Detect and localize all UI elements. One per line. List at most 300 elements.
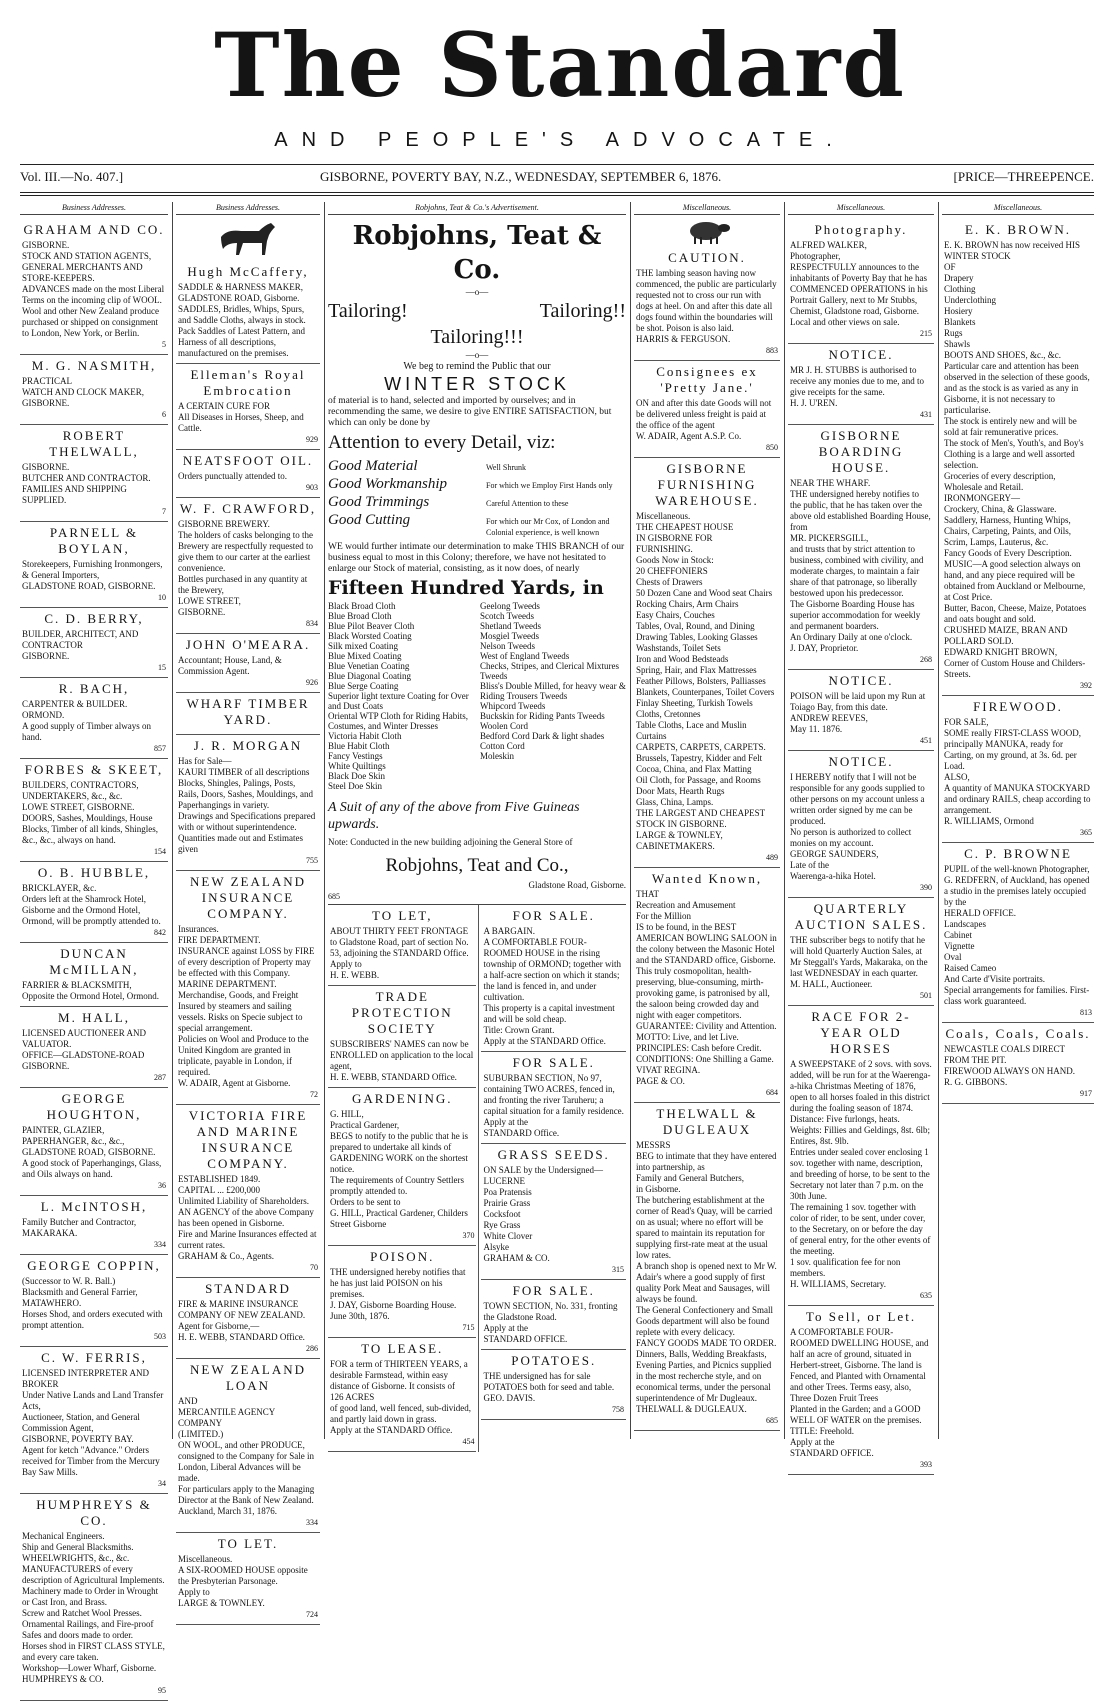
ad-text-line: This property is a capital investment and will be sold cheap. bbox=[483, 1003, 615, 1024]
advertisement bbox=[634, 868, 780, 1103]
ad-number: 903 bbox=[306, 483, 318, 492]
ad-text-line: Finlay Sheeting, Turkish Towels bbox=[636, 698, 753, 708]
ad-text-line: J. DAY, Gisborne Boarding House. bbox=[330, 1300, 457, 1310]
advertisement bbox=[481, 1350, 626, 1420]
ad-text-line: G. HILL, Practical Gardener, Childers Street Gisborne bbox=[330, 1208, 468, 1229]
ad-number: 393 bbox=[920, 1460, 932, 1469]
ad-text-line: A BARGAIN. bbox=[483, 926, 535, 936]
ad-text-line: M. HALL, Auctioneer. bbox=[790, 979, 873, 989]
advertisement bbox=[20, 1494, 168, 1701]
ad-heading: FIREWOOD. bbox=[973, 699, 1063, 714]
ad-text-line: SOME really FIRST-CLASS WOOD, principally MANUKA, ready for Carting, on my ground, at 3s. 6d. per Load. bbox=[944, 728, 1082, 771]
ad-text-line: For particulars apply to the Managing Director at the Bank of New Zealand. bbox=[178, 1484, 315, 1505]
ad-number: 917 bbox=[1080, 1089, 1092, 1098]
ad-text-line: GISBORNE, POVERTY BAY. bbox=[22, 1434, 134, 1444]
column-divider bbox=[938, 202, 939, 1439]
ad-text-line: Drawing Tables, Looking Glasses bbox=[636, 632, 758, 642]
column-6 bbox=[942, 202, 1094, 1439]
ad-text-line: STANDARD OFFICE. bbox=[483, 1334, 568, 1344]
ad-text-line: Bottles purchased in any quantity at the Brewery, bbox=[178, 574, 308, 595]
ad-number: 685 bbox=[328, 891, 626, 905]
ad-heading: NOTICE. bbox=[828, 347, 894, 362]
ad-text-line: Particular care and attention has been observed in the selection of these goods, and as the stock is as varied as any in Gisborne, it is not necessary to particularise. bbox=[944, 361, 1090, 415]
list-item: Black Doe Skin bbox=[328, 771, 385, 781]
ad-text-line: Family Butcher and Contractor, bbox=[22, 1217, 137, 1227]
ad-text-line: GISBORNE. bbox=[22, 651, 70, 661]
ad-text-line: Under Native Lands and Land Transfer Acts, bbox=[22, 1390, 164, 1411]
ad-text-line: Tables, Oval, Round, and Dining bbox=[636, 621, 755, 631]
ad-text-line: ANDREW REEVES, bbox=[790, 713, 868, 723]
ad-text-line: Horses Shod, and orders executed with prompt attention. bbox=[22, 1309, 163, 1330]
ad-heading: TRADE PROTECTION SOCIETY bbox=[351, 989, 453, 1036]
place-date: GISBORNE, POVERTY BAY, N.Z., WEDNESDAY, SEPTEMBER 6, 1876. bbox=[320, 169, 722, 184]
list-item: Blue Broad Cloth bbox=[328, 611, 392, 621]
ad-heading: W. F. CRAWFORD, bbox=[179, 501, 317, 516]
ad-text-line: Ship and General Blacksmiths. bbox=[22, 1542, 134, 1552]
ad-text-line: Door Mats, Hearth Rugs bbox=[636, 786, 725, 796]
ad-text-line: Merchandise, Goods, and Freight Insured by steamers and sailing vessels. Risks on Specie subject to special arrangement. bbox=[178, 990, 303, 1033]
ad-text-line: G. HILL, bbox=[330, 1109, 364, 1119]
ad-heading: R. BACH, bbox=[58, 681, 130, 696]
advertisement bbox=[20, 759, 168, 862]
ad-text-line: The stock of Men's, Youth's, and Boy's Clothing is a large and well assorted selection. bbox=[944, 438, 1084, 470]
list-item: Bliss's Double Milled, for heavy wear & Riding Trousers Tweeds bbox=[480, 681, 626, 701]
sheep-icon bbox=[682, 219, 732, 245]
advertisement bbox=[788, 898, 934, 1006]
ad-heading: DUNCAN McMILLAN, bbox=[49, 946, 139, 977]
ad-text-line: Ornamental Railings, and Fire-proof Safes and doors made to order. bbox=[22, 1619, 154, 1640]
ad-text-line: PUPIL of the well-known Photographer, G. REDFERN, of Auckland, has opened a studio in the premises lately occupied by the bbox=[944, 864, 1090, 907]
ad-text-line: Miscellaneous. bbox=[178, 1554, 233, 1564]
ad-text-line: Auctioneer, Station, and General Commission Agent, bbox=[22, 1412, 140, 1433]
ad-text-line: Shawls bbox=[944, 339, 971, 349]
ad-text-line: This truly cosmopolitan, health-preserving, blue-consuming, mirth-provoking game, is patronised by all, the saloon being crowded day and night with eager competitors. bbox=[636, 966, 770, 1020]
advertisement bbox=[788, 751, 934, 898]
ad-text-line: GISBORNE. bbox=[22, 398, 70, 408]
ad-text-line: Spring, Hair, and Flax Mattresses bbox=[636, 665, 757, 675]
ad-text-line: Table Cloths, Lace and Muslin Curtains bbox=[636, 720, 747, 741]
ad-heading: M. G. NASMITH, bbox=[31, 358, 157, 373]
ad-number: 5 bbox=[162, 340, 166, 349]
ad-text-line: Underclothing bbox=[944, 295, 996, 305]
ad-text-line: WHEELWRIGHTS, &c., &c. bbox=[22, 1553, 130, 1563]
ad-text-line: J. DAY, Proprietor. bbox=[790, 643, 859, 653]
advertisement bbox=[481, 1144, 626, 1280]
ad-text-line: Apply at the bbox=[790, 1437, 835, 1447]
ad-text-line: Has for Sale— bbox=[178, 756, 232, 766]
ad-text-line: FIRE & MARINE INSURANCE COMPANY OF NEW ZEALAND. bbox=[178, 1299, 306, 1320]
ad-text-line: Raised Cameo bbox=[944, 963, 997, 973]
ad-text-line: A COMFORTABLE FOUR-ROOMED DWELLING HOUSE, and half an acre of ground, situated in Herbert-street, Gisborne. The land is Fenced, and Planted with Ornamental and other Trees. Terms easy, also, bbox=[790, 1327, 929, 1392]
ad-heading: PARNELL & BOYLAN, bbox=[49, 525, 139, 556]
ad-text-line: Fancy Goods of Every Description. bbox=[944, 548, 1072, 558]
ad-text-line: Insurances. bbox=[178, 924, 219, 934]
ad-text-line: The holders of casks belonging to the Brewery are respectfully requested to give them to our carter at the earliest convenience. bbox=[178, 530, 313, 573]
ad-number: 489 bbox=[766, 853, 778, 862]
ad-text-line: BUILDERS, CONTRACTORS, UNDERTAKERS, &c., &c. bbox=[22, 780, 139, 801]
ad-text-line: Cocksfoot bbox=[483, 1209, 521, 1219]
ad-text-line: I HEREBY notify that I will not be responsible for any goods supplied to other persons on my account unless a written order signed by me can be produced. bbox=[790, 772, 925, 826]
ad-text-line: A SWEEPSTAKE of 2 sovs. with sovs. added, will be run for at the Waerenga-a-hika Christmas Meeting of 1876, open to all horses foaled in this district during the foaling season of 1874. bbox=[790, 1059, 932, 1113]
ad-text-line: BUILDER, ARCHITECT, AND CONTRACTOR bbox=[22, 629, 139, 650]
advertisement bbox=[328, 905, 476, 986]
ad-heading: GEORGE COPPIN, bbox=[27, 1258, 161, 1273]
ad-number: 501 bbox=[920, 991, 932, 1000]
ad-text-line: H. E. WEBB, STANDARD Office. bbox=[330, 1072, 457, 1082]
list-item: Whipcord Tweeds bbox=[480, 701, 546, 711]
ad-text-line: Three Dozen Fruit Trees bbox=[790, 1393, 879, 1403]
advertisement bbox=[788, 219, 934, 344]
stock-text: of material is to hand, selected and imported by ourselves; and in recommending the same, we desire to give ENTIRE SATISFACTION, but which can only be done by bbox=[328, 396, 612, 428]
ad-text-line: Unlimited Liability of Shareholders. bbox=[178, 1196, 309, 1206]
column-divider bbox=[172, 202, 173, 1439]
ad-list bbox=[942, 219, 1094, 1104]
ad-text-line: Oil Cloth, for Passage, and Rooms bbox=[636, 775, 761, 785]
ad-text-line: The butchering establishment at the corner of Read's Quay, will be carried on as usual; where no effort will be spared to maintain its reputation for supplying first-rate meat at the usual low rates. bbox=[636, 1195, 773, 1260]
ad-text-line: GLADSTONE ROAD, GISBORNE. bbox=[22, 581, 156, 591]
ad-text-line: SADDLE & HARNESS MAKER, bbox=[178, 282, 304, 292]
ad-text-line: THE subscriber begs to notify that he will hold Quarterly Auction Sales, at Mr Steggall's Yards, Makaraka, on the last WEDNESDAY in each quarter. bbox=[790, 935, 928, 978]
ad-list bbox=[479, 905, 626, 1452]
advertisement bbox=[788, 1306, 934, 1475]
ad-text-line: A SIX-ROOMED HOUSE opposite the Presbyterian Parsonage. bbox=[178, 1565, 308, 1586]
ad-number: 70 bbox=[310, 1263, 318, 1272]
ad-heading: POISON. bbox=[370, 1249, 435, 1264]
ad-text-line: Vignette bbox=[944, 941, 975, 951]
ad-text-line: Special arrangements for families. First-class work guaranteed. bbox=[944, 985, 1090, 1006]
list-item: Victoria Habit Cloth bbox=[328, 731, 402, 741]
advertisement bbox=[942, 219, 1094, 696]
ad-text-line: Chests of Drawers bbox=[636, 577, 703, 587]
horse-icon bbox=[213, 219, 283, 259]
ad-number: 392 bbox=[1080, 681, 1092, 690]
ad-text-line: A COMFORTABLE FOUR-ROOMED HOUSE in the rising township of ORMOND; together with a half-acre section on which it stands; the land is fenced in, and under cultivation. bbox=[483, 937, 621, 1002]
ad-text-line: Opposite the Ormond Hotel, Ormond. bbox=[22, 991, 159, 1001]
advertisement bbox=[20, 1088, 168, 1196]
ad-heading: GISBORNE FURNISHING WAREHOUSE. bbox=[655, 461, 759, 508]
ad-number: 842 bbox=[154, 928, 166, 937]
ad-text-line: Alsyke bbox=[483, 1242, 509, 1252]
ad-text-line: GEORGE SAUNDERS, bbox=[790, 849, 879, 859]
ad-text-line: Family and General Butchers, bbox=[636, 1173, 744, 1183]
ad-heading: L. McINTOSH, bbox=[40, 1199, 148, 1214]
good-detail: Well Shrunk bbox=[486, 463, 527, 472]
ad-number: 857 bbox=[154, 744, 166, 753]
ad-heading: TO LEASE. bbox=[361, 1341, 444, 1356]
ad-heading: Consignees ex 'Pretty Jane.' bbox=[656, 364, 758, 395]
good-label: Good Trimmings bbox=[328, 494, 430, 510]
ad-text-line: Apply at the bbox=[483, 1323, 528, 1333]
attention-heading: Attention to every Detail, viz: bbox=[328, 432, 556, 453]
remind-text: We beg to remind the Public that our bbox=[403, 361, 551, 372]
ad-text-line: POISON will be laid upon my Run at Toiago Bay, from this date. bbox=[790, 691, 926, 712]
robjohns-title: Robjohns, Teat & Co. bbox=[352, 221, 602, 285]
ad-heading: GISBORNE BOARDING HOUSE. bbox=[818, 428, 904, 475]
good-row bbox=[328, 493, 626, 511]
ad-text-line: MUSIC—A good selection always on hand, and any piece required will be obtained from Auckland or Melbourne, at Cost Price. bbox=[944, 559, 1086, 602]
list-item: Steel Doe Skin bbox=[328, 781, 382, 791]
ad-text-line: 50 Dozen Cane and Wood seat Chairs bbox=[636, 588, 773, 598]
ad-text-line: The remaining 1 sov. together with color of rider, to be sent, under cover, to the Secretary, on or before the day of general entry, for the other events of the meeting. bbox=[790, 1202, 931, 1256]
firm-name: Robjohns, Teat and Co., bbox=[385, 855, 569, 876]
ad-text-line: FIRE DEPARTMENT. bbox=[178, 935, 261, 945]
ad-text-line: Agent for Gisborne,— bbox=[178, 1321, 260, 1331]
ad-text-line: Feather Pillows, Bolsters, Palliasses bbox=[636, 676, 766, 686]
ad-text-line: Poa Pratensis bbox=[483, 1187, 532, 1197]
ad-text-line: Pack Saddles of Latest Pattern, and Harness of all descriptions, manufactured on the premises. bbox=[178, 326, 305, 358]
ad-number: 365 bbox=[1080, 828, 1092, 837]
ad-text-line: Apply at the STANDARD Office. bbox=[330, 1425, 453, 1435]
masthead-rule-top bbox=[20, 164, 1094, 165]
price: [PRICE—THREEPENCE. bbox=[953, 169, 1094, 184]
ad-heading: JOHN O'MEARA. bbox=[185, 637, 311, 652]
ad-text-line: ON and after this date Goods will not be delivered unless freight is paid at the office of the agent bbox=[636, 398, 772, 430]
ad-text-line: AN AGENCY of the above Company has been opened in Gisborne. bbox=[178, 1207, 314, 1228]
advertisement bbox=[20, 1255, 168, 1347]
list-item: Woolen Cord bbox=[480, 721, 529, 731]
advertisement bbox=[328, 1338, 476, 1452]
ad-text-line: THE lambing season having now commenced, the public are particularly requested not to cross our run with dogs at heel. On and after this date all dogs found within the boundaries will be shot. Poison is also laid. bbox=[636, 268, 777, 333]
ad-text-line: CONDITIONS: One Shilling a Game. bbox=[636, 1054, 774, 1064]
ad-number: 334 bbox=[306, 1518, 318, 1527]
ad-text-line: THAT bbox=[636, 889, 659, 899]
ad-text-line: LICENSED INTERPRETER AND BROKER bbox=[22, 1368, 149, 1389]
advertisement bbox=[328, 1088, 476, 1246]
ad-text-line: RESPECTFULLY announces to the inhabitants of Poverty Bay that he has COMMENCED OPERATIONS in his Portrait Gallery, next to Mr Stubbs, Chemist, Gladstone road, Gisborne. bbox=[790, 262, 928, 316]
ad-text-line: A good supply of Timber always on hand. bbox=[22, 721, 152, 742]
ad-number: 926 bbox=[306, 678, 318, 687]
firm-address: Gladstone Road, Gisborne. bbox=[528, 880, 626, 890]
ad-heading: C. D. BERRY, bbox=[44, 611, 144, 626]
ad-heading: ROBERT THELWALL, bbox=[49, 428, 139, 459]
advertisement bbox=[634, 247, 780, 361]
ad-heading: FORBES & SKEET, bbox=[24, 762, 164, 777]
ad-text-line: of good land, well fenced, sub-divided, and partly laid down in grass. bbox=[330, 1403, 471, 1424]
advertisement bbox=[328, 986, 476, 1088]
ad-text-line: THE undersigned hereby notifies to the public, that he has taken over the above old established Boarding House, from bbox=[790, 489, 931, 532]
ad-text-line: FAMILIES AND SHIPPING SUPPLIED. bbox=[22, 484, 127, 505]
good-detail: Careful Attention to these bbox=[486, 499, 569, 508]
ad-text-line: Practical Gardener, bbox=[330, 1120, 400, 1130]
ad-text-line: FOR SALE, bbox=[944, 717, 989, 727]
ad-text-line: Oval bbox=[944, 952, 962, 962]
advertisement bbox=[176, 735, 320, 871]
list-item: Mosgiel Tweeds bbox=[480, 631, 539, 641]
list-item: Cotton Cord bbox=[480, 741, 525, 751]
advertisement bbox=[20, 522, 168, 608]
ad-heading: FOR SALE. bbox=[512, 1283, 595, 1298]
ad-text-line: and trusts that by strict attention to business, combined with civility, and moderate charges, to maintain a fair share of that patronage, so liberally bestowed upon his predecessor. bbox=[790, 544, 924, 598]
ad-text-line: All Diseases in Horses, Sheep, and Cattle. bbox=[178, 412, 304, 433]
ad-heading: NOTICE. bbox=[828, 754, 894, 769]
ad-number: 6 bbox=[162, 410, 166, 419]
list-item: Silk mixed Coating bbox=[328, 641, 399, 651]
ad-text-line: Brussels, Tapestry, Kidder and Felt bbox=[636, 753, 763, 763]
list-item: Shetland Tweeds bbox=[480, 621, 541, 631]
ad-text-line: MERCANTILE AGENCY COMPANY bbox=[178, 1407, 275, 1428]
ad-text-line: Crockery, China, & Glassware. bbox=[944, 504, 1057, 514]
ad-number: 10 bbox=[158, 593, 166, 602]
ad-text-line: Apply to bbox=[178, 1587, 210, 1597]
ad-list bbox=[20, 219, 168, 1701]
advertisement bbox=[20, 608, 168, 678]
list-item: Buckskin for Riding Pants Tweeds bbox=[480, 711, 605, 721]
ad-heading: NEW ZEALAND INSURANCE COMPANY. bbox=[190, 874, 306, 921]
ad-text-line: And Carte d'Visite portraits. bbox=[944, 974, 1046, 984]
ad-text-line: No person is authorized to collect monies on my account. bbox=[790, 827, 912, 848]
masthead bbox=[0, 0, 1114, 150]
ad-text-line: FOR a term of THIRTEEN YEARS, a desirable Farmstead, within easy distance of Gisborne. It consists of bbox=[330, 1359, 468, 1391]
ad-heading: FOR SALE. bbox=[512, 908, 595, 923]
ad-text-line: OF bbox=[944, 262, 956, 272]
ad-list bbox=[328, 905, 479, 1452]
advertisement bbox=[20, 219, 168, 355]
ad-text-line: HUMPHREYS & CO. bbox=[22, 1674, 104, 1684]
ad-number: 15 bbox=[158, 663, 166, 672]
ad-text-line: WATCH AND CLOCK MAKER, bbox=[22, 387, 145, 397]
tailoring-1: Tailoring! bbox=[328, 300, 408, 322]
ad-text-line: CARPENTER & BUILDER. bbox=[22, 699, 128, 709]
ad-text-line: Distance: Five furlongs, heats. bbox=[790, 1114, 900, 1124]
ad-text-line: SUBSCRIBERS' NAMES can now be ENROLLED on application to the local agent, bbox=[330, 1039, 474, 1071]
ad-number: 287 bbox=[154, 1073, 166, 1082]
list-item: Checks, Stripes, and Clerical Mixtures Tweeds bbox=[480, 661, 619, 681]
ad-number: 390 bbox=[920, 883, 932, 892]
branch-text: WE would further intimate our determination to make THIS BRANCH of our business equal to most in this Colony; therefore, we have not hesitated to enlarge our Stock of material, consisting, as it now does, of nearly bbox=[328, 542, 625, 574]
ad-text-line: Photographer, bbox=[790, 251, 841, 261]
ad-text-line: FIREWOOD ALWAYS ON HAND. bbox=[944, 1066, 1076, 1076]
ad-text-line: H. J. U'REN. bbox=[790, 398, 838, 408]
ad-text-line: BUTCHER AND CONTRACTOR. bbox=[22, 473, 151, 483]
column-2 bbox=[176, 202, 320, 1619]
ad-text-line: LARGE & TOWNLEY, bbox=[636, 830, 723, 840]
ad-text-line: Miscellaneous. bbox=[636, 511, 691, 521]
ad-text-line: FANCY GOODS MADE TO ORDER. bbox=[636, 1338, 777, 1348]
advertisement bbox=[176, 450, 320, 498]
advertisement bbox=[634, 361, 780, 458]
ad-number: 503 bbox=[154, 1332, 166, 1341]
good-row bbox=[328, 475, 626, 493]
ad-text-line: E. K. BROWN has now received HIS bbox=[944, 240, 1080, 250]
advertisement bbox=[20, 1347, 168, 1494]
ad-text-line: CRUSHED MAIZE, BRAN AND POLLARD SOLD. bbox=[944, 625, 1068, 646]
column-header: Miscellaneous. bbox=[788, 202, 934, 215]
ad-text-line: AND bbox=[178, 1396, 198, 1406]
ad-text-line: Dinners, Balls, Wedding Breakfasts, Evening Parties, and Picnics supplied in the most recherche style, and on economical terms, under the personal superintendence of Mr Dugleaux. bbox=[636, 1349, 772, 1403]
ad-text-line: MANUFACTURERS of every description of Agricultural Implements. bbox=[22, 1564, 165, 1585]
ad-text-line: Landscapes bbox=[944, 919, 986, 929]
masthead-rule-double bbox=[20, 195, 1094, 196]
advertisement bbox=[176, 1105, 320, 1278]
ad-text-line: ADVANCES made on the most Liberal Terms on the incoming clip of WOOL. bbox=[22, 284, 165, 305]
ad-text-line: OFFICE—GLADSTONE-ROAD GISBORNE. bbox=[22, 1050, 145, 1071]
list-item: Fancy Vestings bbox=[328, 751, 383, 761]
ad-heading: RACE FOR 2-YEAR OLD HORSES bbox=[811, 1009, 911, 1056]
ad-number: 850 bbox=[766, 443, 778, 452]
ad-number: 813 bbox=[1080, 1008, 1092, 1017]
ad-text-line: ON SALE by the Undersigned— bbox=[483, 1165, 603, 1175]
advertisement bbox=[788, 670, 934, 751]
ad-text-line: VIVAT REGINA. bbox=[636, 1065, 701, 1075]
list-item: Scotch Tweeds bbox=[480, 611, 534, 621]
column-4 bbox=[634, 202, 780, 1439]
ad-text-line: The stock is entirely new and will be sold at fair remunerative prices. bbox=[944, 416, 1077, 437]
ad-text-line: GLADSTONE ROAD, Gisborne. bbox=[178, 293, 300, 303]
ad-text-line: Apply at the STANDARD Office. bbox=[483, 1036, 606, 1046]
ad-text-line: TITLE: Freehold. bbox=[790, 1426, 854, 1436]
ad-heading: WHARF TIMBER YARD. bbox=[186, 696, 310, 727]
ad-text-line: STANDARD Office. bbox=[483, 1128, 560, 1138]
ad-text-line: MOTTO: Live, and let Live. bbox=[636, 1032, 739, 1042]
ad-heading: To Sell, or Let. bbox=[805, 1309, 917, 1324]
ad-text-line: CARPETS, CARPETS, CARPETS. bbox=[636, 742, 766, 752]
list-item: Moleskin bbox=[480, 751, 515, 761]
ad-heading: VICTORIA FIRE AND MARINE INSURANCE COMPANY. bbox=[188, 1108, 308, 1171]
ad-text-line: Corner of Custom House and Childers-Streets. bbox=[944, 658, 1086, 679]
ad-heading: E. K. BROWN. bbox=[965, 222, 1071, 237]
column-header: Miscellaneous. bbox=[634, 202, 780, 215]
ad-list bbox=[788, 219, 934, 1475]
ad-heading: POTATOES. bbox=[511, 1353, 597, 1368]
ad-text-line: W. ADAIR, Agent A.S.P. Co. bbox=[636, 431, 742, 441]
ad-text-line: BOOTS AND SHOES, &c., &c. bbox=[944, 350, 1062, 360]
ad-text-line: 1 sov. qualification fee for non members. bbox=[790, 1257, 901, 1278]
ad-text-line: Orders to be sent to bbox=[330, 1197, 401, 1207]
volume-number: Vol. III.—No. 407.] bbox=[20, 169, 124, 184]
ad-heading: J. R. MORGAN bbox=[193, 738, 303, 753]
ad-text-line: Horses shod in FIRST CLASS STYLE, and every care taken. bbox=[22, 1641, 165, 1662]
advertisement bbox=[942, 696, 1094, 843]
column-divider bbox=[324, 202, 325, 1439]
ad-text-line: LARGE & TOWNLEY. bbox=[178, 1598, 265, 1608]
ad-text-line: Rugs bbox=[944, 328, 963, 338]
ad-text-line: A good stock of Paperhangings, Glass, and Oils always on hand. bbox=[22, 1158, 162, 1179]
good-list bbox=[328, 457, 626, 538]
good-detail: For which our Mr Cox, of London and Colonial experience, is well known bbox=[486, 517, 610, 537]
ad-text-line: H. WILLIAMS, Secretary. bbox=[790, 1279, 886, 1289]
ad-text-line: Agent for ketch "Advance." Orders received for Timber from the Mercury Bay Saw Mills. bbox=[22, 1445, 160, 1477]
good-label: Good Cutting bbox=[328, 512, 411, 528]
list-item: Blue Serge Coating bbox=[328, 681, 399, 691]
ad-text-line: Recreation and Amusement bbox=[636, 900, 736, 910]
ad-text-line: White Clover bbox=[483, 1231, 533, 1241]
advertisement bbox=[788, 1006, 934, 1306]
ad-number: 36 bbox=[158, 1181, 166, 1190]
list-item: Black Broad Cloth bbox=[328, 601, 396, 611]
advertisement bbox=[788, 425, 934, 670]
ad-list bbox=[176, 261, 320, 1625]
ad-text-line: TOWN SECTION, No. 331, fronting the Gladstone Road. bbox=[483, 1301, 618, 1322]
ad-text-line: PRINCIPLES: Cash before Credit. bbox=[636, 1043, 762, 1053]
list-item: Blue Diagonal Coating bbox=[328, 671, 411, 681]
ad-heading: C. P. BROWNE bbox=[964, 846, 1072, 861]
ad-heading: O. B. HUBBLE, bbox=[37, 865, 151, 880]
ad-heading: GARDENING. bbox=[351, 1091, 453, 1106]
ad-text-line: GEO. DAVIS. bbox=[483, 1393, 536, 1403]
ad-text-line: Planted in the Garden; and a GOOD WELL OF WATER on the premises. bbox=[790, 1404, 922, 1425]
ad-text-line: A quantity of MANUKA STOCKYARD and ordinary RAILS, cheap according to arrangement. bbox=[944, 783, 1091, 815]
ad-heading: Wanted Known, bbox=[651, 871, 763, 886]
ad-number: 635 bbox=[920, 1291, 932, 1300]
ad-text-line: Saddlery, Harness, Hunting Whips, Chairs, Carpeting, Paints, and Oils, Scrim, Lamps, Lauterus, &c. bbox=[944, 515, 1071, 547]
ad-text-line: GISBORNE BREWERY. bbox=[178, 519, 270, 529]
ad-text-line: DOORS, Sashes, Mouldings, House Blocks, Timber of all kinds, Shingles, &c., &c., always on hand. bbox=[22, 813, 159, 845]
good-detail: For which we Employ First Hands only bbox=[486, 481, 613, 490]
ad-text-line: R. WILLIAMS, Ormond bbox=[944, 816, 1034, 826]
ad-text-line: The Gisborne Boarding House has superior accommodation for weekly and permanent boarders. bbox=[790, 599, 921, 631]
ad-text-line: Prairie Grass bbox=[483, 1198, 531, 1208]
ad-number: 929 bbox=[306, 435, 318, 444]
